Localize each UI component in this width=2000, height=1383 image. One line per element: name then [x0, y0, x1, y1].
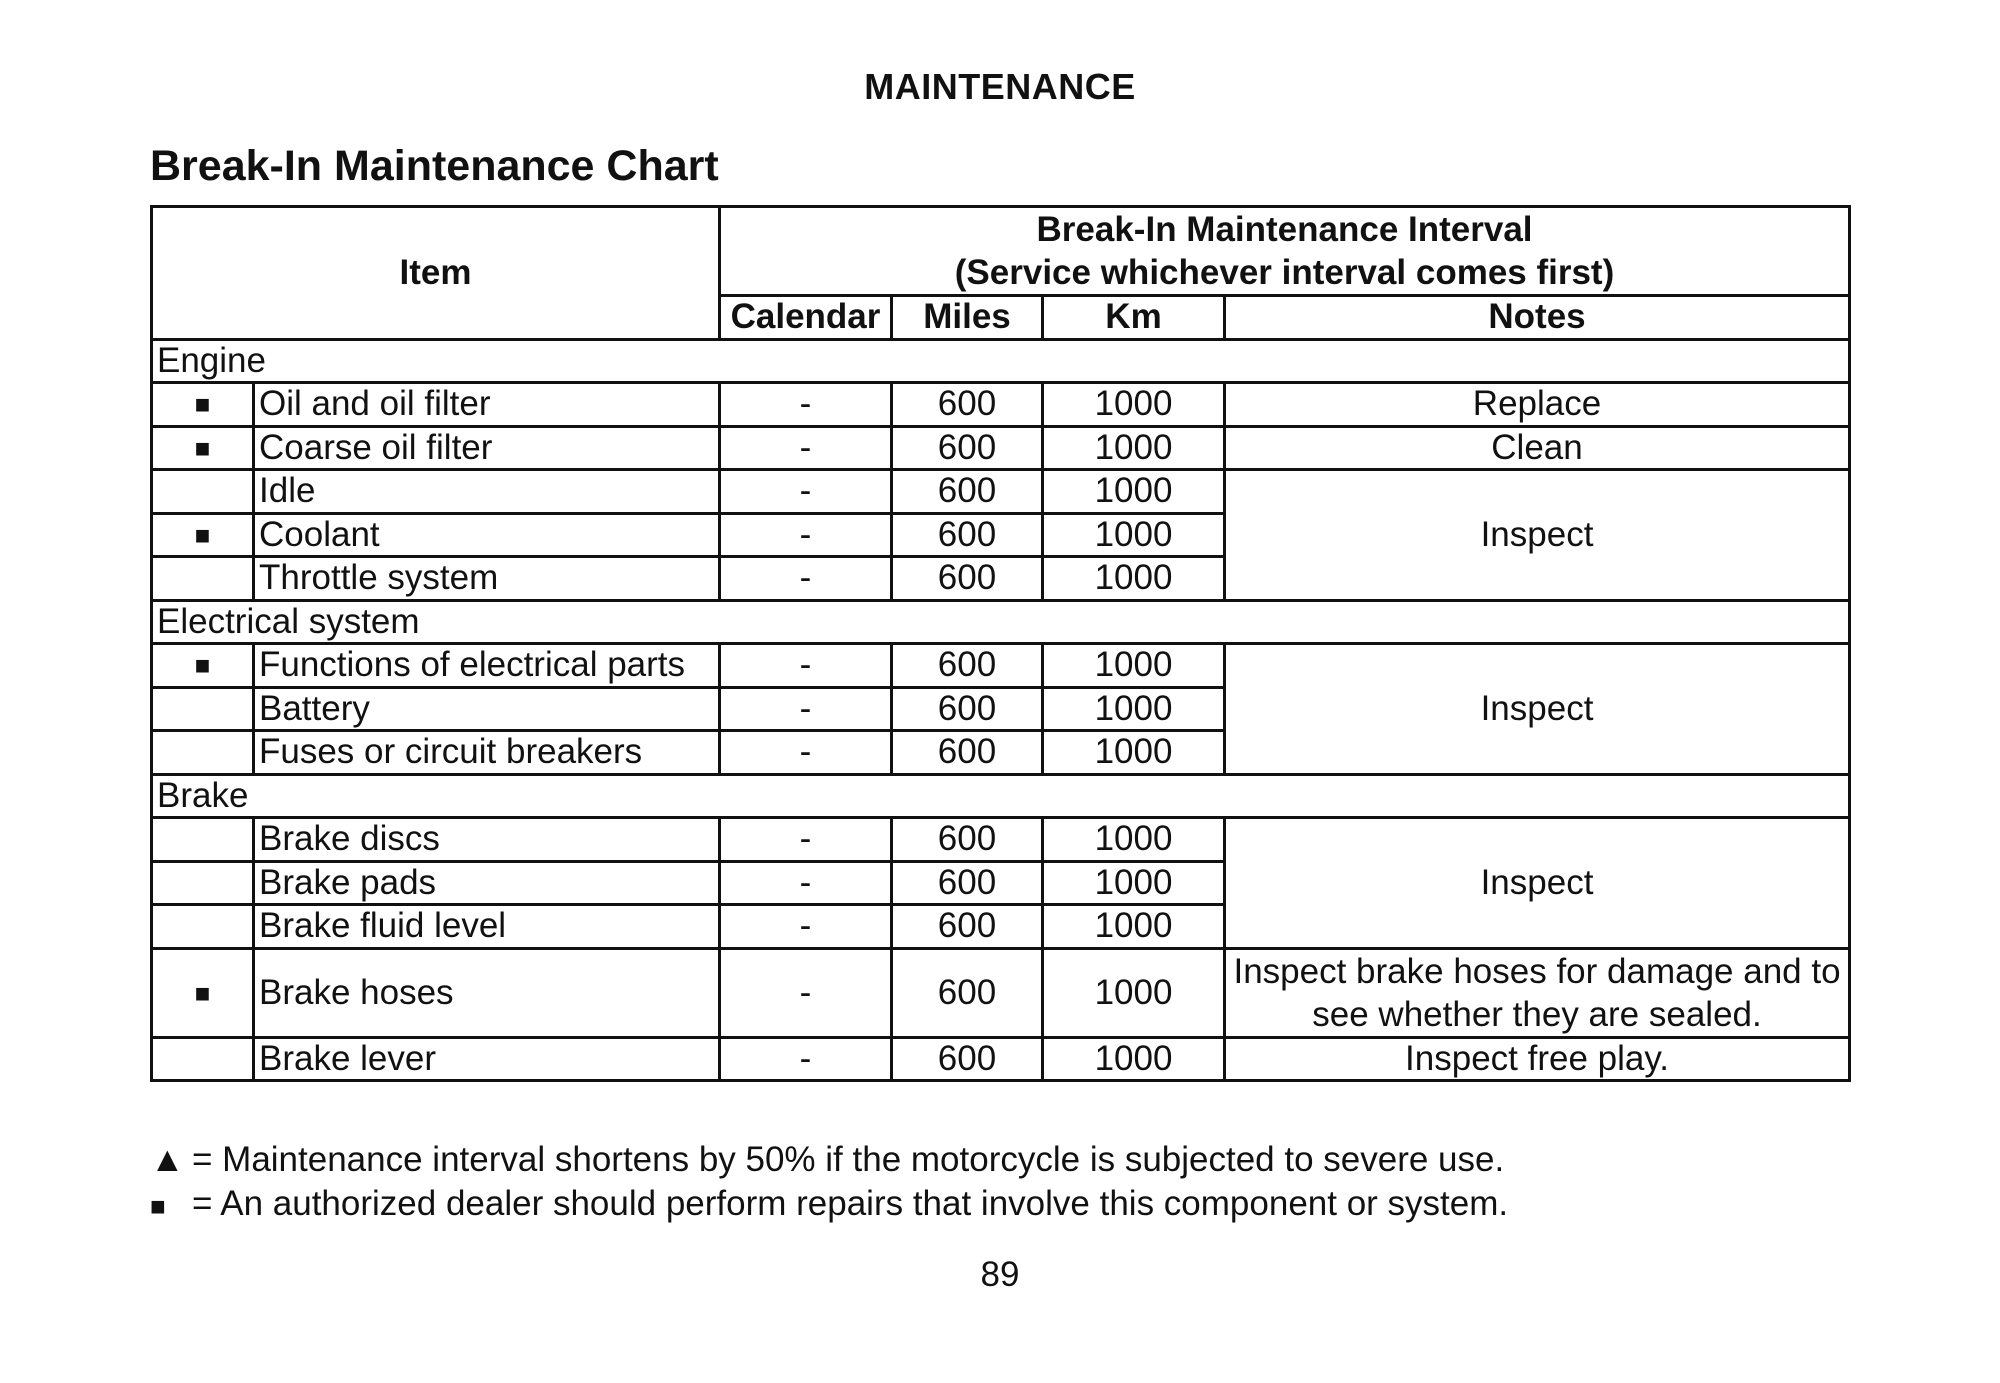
dealer-square-icon — [152, 905, 254, 949]
item-cell: Brake discs — [254, 818, 720, 862]
notes-cell: Inspect — [1225, 470, 1850, 601]
km-cell: 1000 — [1043, 905, 1225, 949]
legend-text: = Maintenance interval shortens by 50% if the motorcycle is subjected to severe use. — [192, 1140, 1505, 1179]
dealer-square-icon — [152, 818, 254, 862]
item-cell: Fuses or circuit breakers — [254, 731, 720, 775]
table-row — [152, 1037, 1850, 1081]
chart-title: Break-In Maintenance Chart — [150, 142, 719, 190]
dealer-square-icon — [152, 470, 254, 514]
miles-cell: 600 — [892, 513, 1043, 557]
square-icon: ■ — [150, 1191, 166, 1221]
dealer-square-icon: ■ — [152, 948, 254, 1037]
miles-cell: 600 — [892, 383, 1043, 427]
km-cell: 1000 — [1043, 470, 1225, 514]
table-row — [152, 818, 1850, 862]
table-row — [152, 644, 1850, 688]
notes-cell: Inspect — [1225, 818, 1850, 949]
notes-cell: Inspect free play. — [1225, 1037, 1850, 1081]
miles-cell: 600 — [892, 470, 1043, 514]
calendar-cell: - — [720, 948, 892, 1037]
dealer-square-icon: ■ — [152, 644, 254, 688]
calendar-cell: - — [720, 644, 892, 688]
km-cell: 1000 — [1043, 687, 1225, 731]
group-row-engine — [152, 339, 1850, 383]
interval-header-line2: (Service whichever interval comes first) — [954, 253, 1615, 292]
calendar-column-header: Calendar — [720, 296, 892, 340]
km-column-header: Km — [1043, 296, 1225, 340]
km-cell: 1000 — [1043, 948, 1225, 1037]
dealer-square-icon: ■ — [152, 426, 254, 470]
item-cell: Throttle system — [254, 557, 720, 601]
dealer-square-icon — [152, 1037, 254, 1081]
table-row — [152, 383, 1850, 427]
km-cell: 1000 — [1043, 426, 1225, 470]
miles-cell: 600 — [892, 948, 1043, 1037]
calendar-cell: - — [720, 861, 892, 905]
calendar-cell: - — [720, 426, 892, 470]
interval-header-line1: Break-In Maintenance Interval — [1036, 210, 1533, 249]
legend-text: = An authorized dealer should perform repairs that involve this component or system. — [192, 1184, 1509, 1223]
dealer-square-icon: ■ — [152, 383, 254, 427]
calendar-cell: - — [720, 731, 892, 775]
calendar-cell: - — [720, 513, 892, 557]
notes-cell: Replace — [1225, 383, 1850, 427]
calendar-cell: - — [720, 1037, 892, 1081]
miles-cell: 600 — [892, 731, 1043, 775]
item-column-header: Item — [152, 207, 720, 340]
miles-cell: 600 — [892, 1037, 1043, 1081]
group-label: Electrical system — [152, 600, 1850, 644]
item-cell: Oil and oil filter — [254, 383, 720, 427]
miles-column-header: Miles — [892, 296, 1043, 340]
calendar-cell: - — [720, 383, 892, 427]
item-cell: Brake hoses — [254, 948, 720, 1037]
triangle-icon: ▲ — [150, 1140, 185, 1179]
notes-cell: Inspect — [1225, 644, 1850, 775]
notes-cell: Inspect brake hoses for damage and to see whether they are sealed. — [1225, 948, 1850, 1037]
group-row-electrical — [152, 600, 1850, 644]
calendar-cell: - — [720, 687, 892, 731]
item-cell: Functions of electrical parts — [254, 644, 720, 688]
km-cell: 1000 — [1043, 513, 1225, 557]
calendar-cell: - — [720, 905, 892, 949]
interval-header — [720, 207, 1850, 296]
table-row — [152, 470, 1850, 514]
item-cell: Idle — [254, 470, 720, 514]
item-cell: Brake fluid level — [254, 905, 720, 949]
miles-cell: 600 — [892, 426, 1043, 470]
miles-cell: 600 — [892, 861, 1043, 905]
miles-cell: 600 — [892, 687, 1043, 731]
calendar-cell: - — [720, 557, 892, 601]
page-header: MAINTENANCE — [864, 66, 1136, 107]
km-cell: 1000 — [1043, 818, 1225, 862]
calendar-cell: - — [720, 818, 892, 862]
legend-dealer — [150, 1184, 1508, 1224]
notes-column-header: Notes — [1225, 296, 1850, 340]
item-cell: Brake pads — [254, 861, 720, 905]
km-cell: 1000 — [1043, 1037, 1225, 1081]
dealer-square-icon — [152, 861, 254, 905]
dealer-square-icon: ■ — [152, 513, 254, 557]
group-label: Engine — [152, 339, 1850, 383]
km-cell: 1000 — [1043, 861, 1225, 905]
dealer-square-icon — [152, 557, 254, 601]
legend-severe-use — [150, 1140, 1504, 1180]
miles-cell: 600 — [892, 818, 1043, 862]
km-cell: 1000 — [1043, 731, 1225, 775]
table-row — [152, 426, 1850, 470]
km-cell: 1000 — [1043, 557, 1225, 601]
table-header-row — [152, 207, 1850, 296]
group-row-brake — [152, 774, 1850, 818]
miles-cell: 600 — [892, 905, 1043, 949]
dealer-square-icon — [152, 731, 254, 775]
miles-cell: 600 — [892, 644, 1043, 688]
dealer-square-icon — [152, 687, 254, 731]
calendar-cell: - — [720, 470, 892, 514]
table-row — [152, 948, 1850, 1037]
item-cell: Battery — [254, 687, 720, 731]
item-cell: Brake lever — [254, 1037, 720, 1081]
page-number: 89 — [980, 1255, 1020, 1294]
km-cell: 1000 — [1043, 383, 1225, 427]
group-label: Brake — [152, 774, 1850, 818]
item-cell: Coarse oil filter — [254, 426, 720, 470]
miles-cell: 600 — [892, 557, 1043, 601]
notes-cell: Clean — [1225, 426, 1850, 470]
item-cell: Coolant — [254, 513, 720, 557]
break-in-maintenance-table — [150, 205, 1851, 1082]
km-cell: 1000 — [1043, 644, 1225, 688]
